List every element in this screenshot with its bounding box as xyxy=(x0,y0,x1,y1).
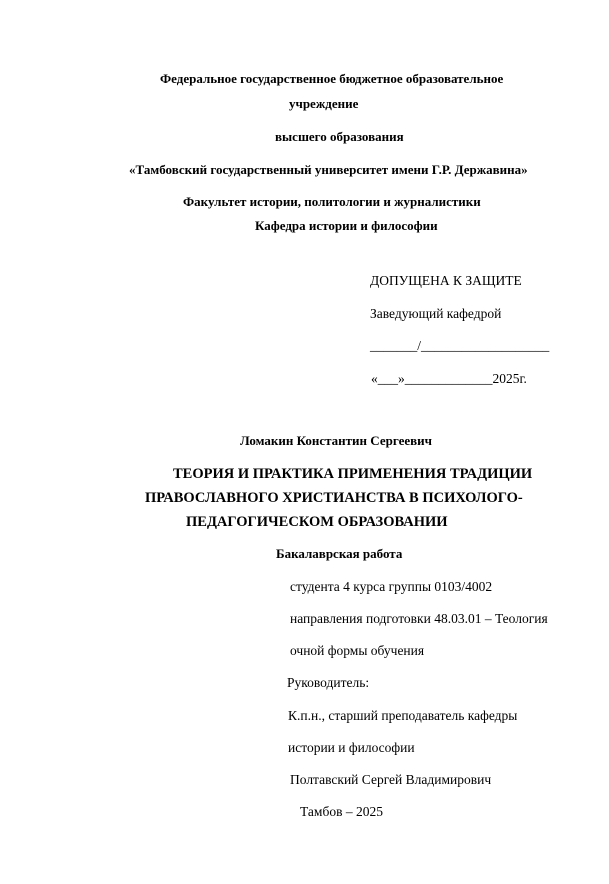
header-line-1: Федеральное государственное бюджетное образовательное xyxy=(160,71,504,86)
city-year: Тамбов – 2025 xyxy=(300,804,383,819)
department-name: Кафедра истории и философии xyxy=(255,218,438,233)
approval-date-line: «___»_____________2025г. xyxy=(371,371,527,386)
header-line-2: учреждение xyxy=(289,96,359,111)
approval-signature-line: _______/___________________ xyxy=(370,338,550,353)
approval-title: ДОПУЩЕНА К ЗАЩИТЕ xyxy=(370,273,522,288)
header-line-3: высшего образования xyxy=(275,129,404,144)
author-name: Ломакин Константин Сергеевич xyxy=(240,433,432,448)
supervisor-title-line-1: К.п.н., старший преподаватель кафедры xyxy=(288,708,518,723)
student-info-line-1: студента 4 курса группы 0103/4002 xyxy=(290,579,493,594)
university-name: «Тамбовский государственный университет имени Г.Р. Державина» xyxy=(129,162,528,177)
approval-position: Заведующий кафедрой xyxy=(370,306,502,321)
supervisor-label: Руководитель: xyxy=(287,675,370,690)
thesis-title-line-1: ТЕОРИЯ И ПРАКТИКА ПРИМЕНЕНИЯ ТРАДИЦИИ xyxy=(173,466,533,482)
supervisor-title-line-2: истории и философии xyxy=(288,740,415,755)
thesis-title-line-3: ПЕДАГОГИЧЕСКОМ ОБРАЗОВАНИИ xyxy=(186,514,448,530)
student-info-line-3: очной формы обучения xyxy=(290,643,425,658)
work-type: Бакалаврская работа xyxy=(276,546,403,561)
faculty-name: Факультет истории, политологии и журналистики xyxy=(183,194,481,209)
student-info-line-2: направления подготовки 48.03.01 – Теология xyxy=(290,611,548,626)
supervisor-name: Полтавский Сергей Владимирович xyxy=(290,772,492,787)
thesis-title-line-2: ПРАВОСЛАВНОГО ХРИСТИАНСТВА В ПСИХОЛОГО- xyxy=(145,490,523,506)
